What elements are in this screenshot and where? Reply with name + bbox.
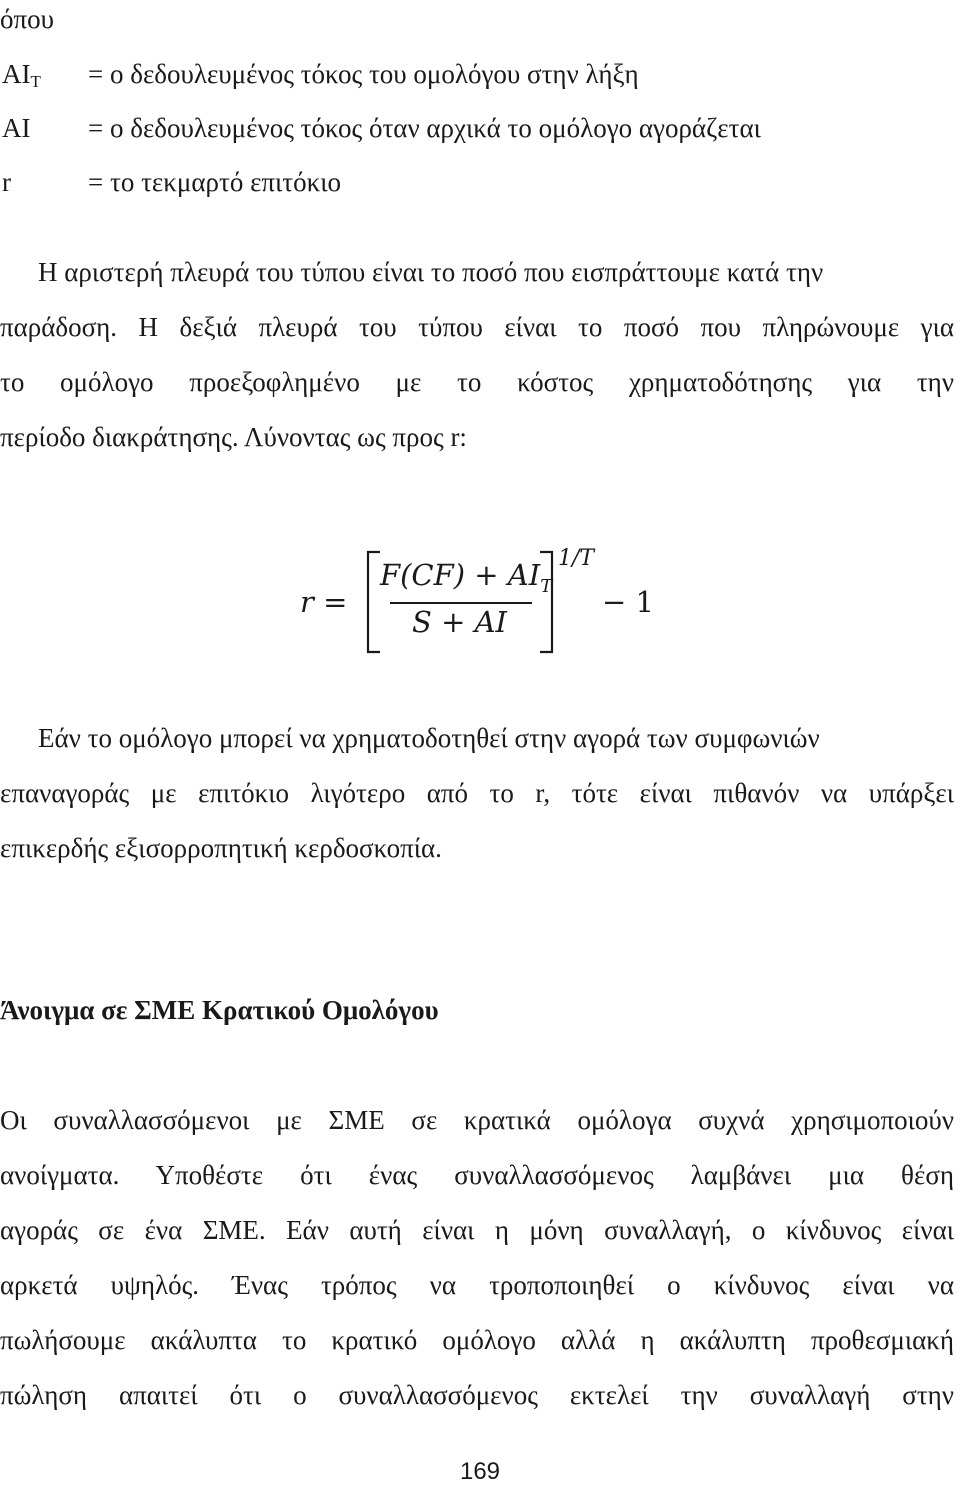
formula-minus-one: − 1 (602, 585, 654, 619)
formula-lhs: r = (300, 585, 348, 619)
para2-line2: επαναγοράς με επιτόκιο λιγότερο από το r, τότε είναι πιθανόν να υπάρξει (0, 778, 954, 808)
para3-line4: αρκετά υψηλός. Ένας τρόπος να τροποποιηθεί ο κίνδυνος είναι να (0, 1270, 954, 1300)
formula-exponent: 1/T (558, 546, 595, 571)
def-symbol-r: r (2, 167, 11, 197)
def-text-r: = το τεκμαρτό επιτόκιο (88, 167, 342, 197)
para1-line1: Η αριστερή πλευρά του τύπου είναι το ποσό που εισπράττουμε κατά την (38, 257, 824, 287)
def-symbol-ai: AI (2, 113, 31, 143)
para3-line2: ανοίγματα. Υποθέστε ότι ένας συναλλασσόμενος λαμβάνει μια θέση (0, 1160, 954, 1190)
para3-line6: πώληση απαιτεί ότι ο συναλλασσόμενος εκτελεί την συναλλαγή στην (0, 1380, 954, 1410)
def-text-ai: = ο δεδουλευμένος τόκος όταν αρχικά το ομόλογο αγοράζεται (88, 113, 761, 143)
para1-line4: περίοδο διακράτησης. Λύνοντας ως προς r: (0, 422, 467, 452)
def-symbol-ait: $AI_T$ (2, 59, 41, 91)
para3-line3: αγοράς σε ένα ΣΜΕ. Εάν αυτή είναι η μόνη συναλλαγή, ο κίνδυνος είναι (0, 1215, 954, 1245)
para1-line2: παράδοση. Η δεξιά πλευρά του τύπου είναι το ποσό που πληρώνουμε για (0, 312, 954, 342)
para2-line1: Εάν το ομόλογο μπορεί να χρηματοδοτηθεί στην αγορά των συμφωνιών (38, 723, 820, 753)
formula-numerator: $F(CF) + AI_T$ (380, 558, 553, 597)
para1-line3: το ομόλογο προεξοφλημένο με το κόστος χρηματοδότησης για την (0, 367, 954, 397)
section-heading: Άνοιγμα σε ΣΜΕ Κρατικού Ομολόγου (0, 995, 439, 1025)
para3-line1: Οι συναλλασσόμενοι με ΣΜΕ σε κρατικά ομόλογα συχνά χρησιμοποιούν (0, 1105, 954, 1135)
para3-line5: πωλήσουμε ακάλυπτα το κρατικό ομόλογο αλλά η ακάλυπτη προθεσμιακή (0, 1325, 954, 1355)
page-number: 169 (459, 1458, 501, 1485)
def-text-ait: = ο δεδουλευμένος τόκος του ομολόγου στην λήξη (88, 59, 639, 89)
para2-line3: επικερδής εξισορροπητική κερδοσκοπία. (0, 833, 442, 863)
formula-denominator: S + AI (412, 605, 508, 639)
defs-intro: όπου (0, 4, 54, 34)
